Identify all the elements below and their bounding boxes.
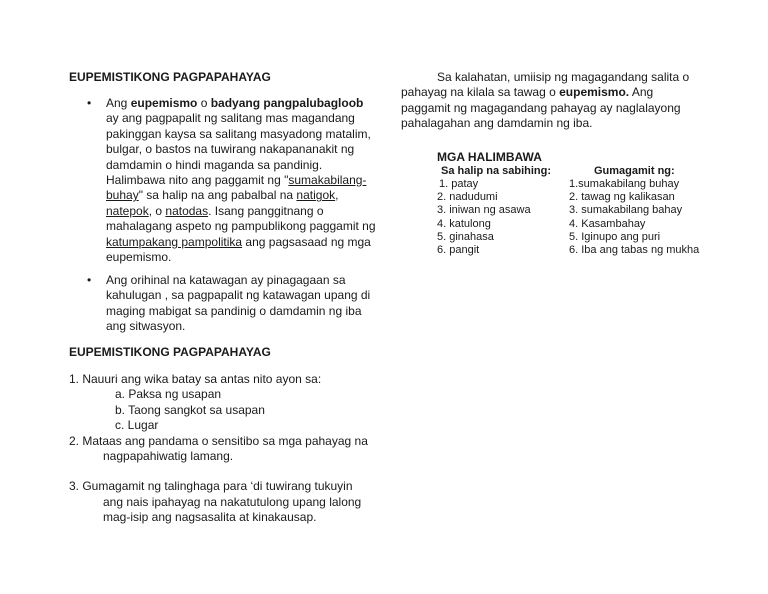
term-eupemismo: eupemismo [130, 96, 198, 110]
text-run: , o [148, 203, 166, 218]
term-badyang-pangpalubagloob: badyang pangpalubagloob [210, 96, 364, 110]
text-run: " sa halip na ang pabalbal na [138, 188, 297, 203]
text-run: Ang paggamit ng magagandang pahayag ay naglalayong pahalagahan ang damdamin ng iba. [401, 85, 681, 131]
numbered-list [69, 372, 379, 526]
list-subitem-c: c. Lugar [115, 418, 159, 433]
text-run: ang pagsasaad ng mga eupemismo. [106, 234, 371, 265]
list-item: 5. ginahasa [437, 230, 494, 243]
text-run: , [335, 188, 339, 203]
list-item: 5. Iginupo ang puri [569, 230, 661, 243]
list-item: 2. nadudumi [437, 191, 498, 204]
intro-paragraph [401, 70, 701, 132]
list-item: 1.sumakabilang buhay [569, 178, 680, 190]
term-sumakabilang-buhay: sumakabilang-buhay [106, 173, 367, 203]
term-natodas: natodas [165, 203, 209, 218]
term-eupemismo: eupemismo. [559, 85, 630, 100]
list-item: 4. katulong [437, 217, 491, 230]
term-katumpakang-pampolitika: katumpakang pampolitika [106, 234, 243, 249]
term-natigok: natigok [296, 188, 336, 203]
bullet-marker-1: • [87, 96, 92, 110]
bullet-paragraph-2: Ang orihinal na katawagan ay pinagagaan sa kahulugan , sa pagpapalit ng katawagan upang di maging mabigat sa pandinig o damdamin ng iba ang sitwasyon. [106, 273, 371, 334]
list-subitem-a: a. Paksa ng usapan [115, 387, 222, 402]
col1-header: Sa halip na sabihing: [441, 165, 552, 177]
col1-list [437, 178, 531, 257]
list-item-2-line1: 2. Mataas ang pandama o sensitibo sa mga pahayag na [69, 433, 368, 448]
text-run: . Isang panggitnang o mahalagang aspeto ng pampublikong paggamit ng [106, 203, 376, 234]
term-natepok: natepok [106, 203, 149, 218]
list-item-3-line3: mag-isip ang nagsasalita at kinakausap. [103, 510, 317, 525]
examples-title: MGA HALIMBAWA [437, 150, 542, 164]
section-heading-2: EUPEMISTIKONG PAGPAPAHAYAG [69, 345, 271, 359]
section-heading-1: EUPEMISTIKONG PAGPAPAHAYAG [69, 70, 271, 84]
list-item: 3. iniwan ng asawa [437, 204, 531, 217]
col2-list [569, 178, 699, 257]
text-run: o [197, 96, 211, 110]
list-item: 1. patay [439, 178, 479, 190]
list-item-3-line1: 3. Gumagamit ng talinghaga para ‘di tuwirang tukuyin [69, 479, 353, 494]
list-item-3-line2: ang nais ipahayag na nakatutulong upang lalong [103, 494, 362, 509]
list-item: 3. sumakabilang bahay [569, 204, 683, 217]
list-item: 2. tawag ng kalikasan [569, 191, 675, 204]
text-run: Ang [106, 96, 131, 110]
list-item-1: 1. Nauuri ang wika batay sa antas nito ayon sa: [69, 372, 322, 386]
list-subitem-b: b. Taong sangkot sa usapan [115, 402, 265, 417]
col2-header: Gumagamit ng: [594, 165, 675, 177]
list-item: 4. Kasambahay [569, 217, 646, 230]
text-run: ay ang pagpapalit ng salitang mas magandang pakinggan kaysa sa salitang masyadong matalim, bulgar, o bastos na tuwirang nakapananakit ng damdamin o hindi maganda sa pandinig. Halimbawa nito ang paggamit ng " [106, 111, 371, 188]
list-item-2-line2: nagpapahiwatig lamang. [103, 449, 234, 464]
list-item: 6. pangit [437, 244, 480, 257]
bullet-marker-2: • [87, 273, 92, 287]
text-run: Sa kalahatan, umiisip ng magagandang salita o pahayag na kilala sa tawag o [401, 70, 690, 100]
list-item: 6. Iba ang tabas ng mukha [569, 244, 700, 257]
bullet-paragraph-1 [106, 96, 376, 265]
